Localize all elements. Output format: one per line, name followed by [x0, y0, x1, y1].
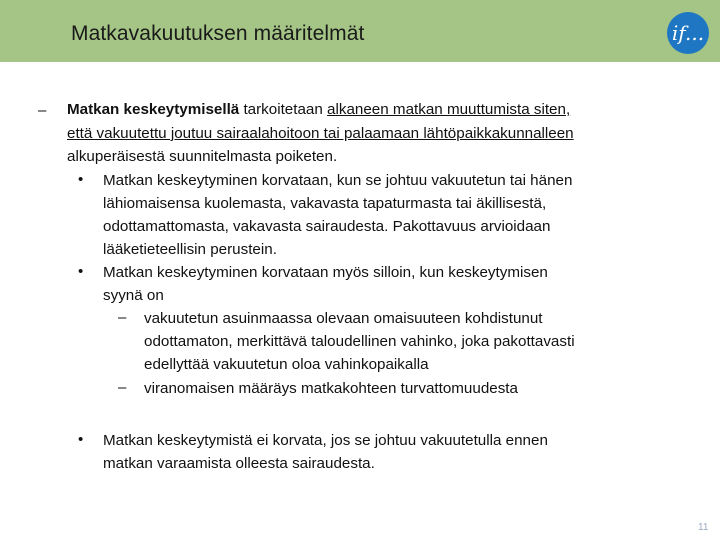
subitem-2-marker: –: [118, 379, 127, 396]
level1-dash-marker: –: [38, 102, 47, 119]
bullet-2-marker: •: [78, 263, 84, 280]
subitem-1-marker: –: [118, 309, 127, 326]
bullet-3-marker: •: [78, 431, 84, 448]
header-band: [0, 0, 720, 62]
subitem-1-line-1: vakuutetun asuinmaassa olevaan omaisuuteen kohdistunut: [144, 310, 543, 327]
slide-title: Matkavakuutuksen määritelmät: [71, 22, 365, 45]
subitem-1-line-3: edellyttää vakuutetun oloa vahinkopaikalla: [144, 356, 429, 373]
bullet-1-line-4: lääketieteellisin perustein.: [103, 241, 277, 258]
level1-line-2: että vakuutettu joutuu sairaalahoitoon tai palaamaan lähtöpaikkakunnalleen: [67, 125, 574, 142]
bullet-2-line-2: syynä on: [103, 287, 164, 304]
bullet-1-line-2: lähiomaisensa kuolemasta, vakavasta tapaturmasta tai äkillisestä,: [103, 195, 547, 212]
level1-line-1: [67, 100, 570, 120]
subitem-1-line-2: odottamaton, merkittävä taloudellinen vahinko, joka pakottavasti: [144, 333, 575, 350]
text-lead: tarkoitetaan: [239, 101, 328, 118]
if-logo: [667, 12, 709, 54]
page-number: 11: [698, 522, 709, 533]
bullet-1-line-3: odottamattomasta, vakavasta sairaudesta. Pakottavuus arvioidaan: [103, 218, 551, 235]
bullet-1-marker: •: [78, 171, 84, 188]
underlined-text-1: alkaneen matkan muuttumista siten,: [327, 101, 571, 118]
bullet-3-line-2: matkan varaamista olleesta sairaudesta.: [103, 455, 375, 472]
bullet-3-line-1: Matkan keskeytymistä ei korvata, jos se johtuu vakuutetulla ennen: [103, 432, 548, 449]
bullet-2-line-1: Matkan keskeytyminen korvataan myös silloin, kun keskeytymisen: [103, 264, 548, 281]
if-logo-text: if...: [671, 21, 705, 45]
subitem-2-line-1: viranomaisen määräys matkakohteen turvattomuudesta: [144, 380, 518, 397]
bullet-1-line-1: Matkan keskeytyminen korvataan, kun se johtuu vakuutetun tai hänen: [103, 172, 573, 189]
level1-line-3: alkuperäisestä suunnitelmasta poiketen.: [67, 148, 338, 165]
term-matkan-keskeytymisella: Matkan keskeytymisellä: [67, 101, 240, 118]
